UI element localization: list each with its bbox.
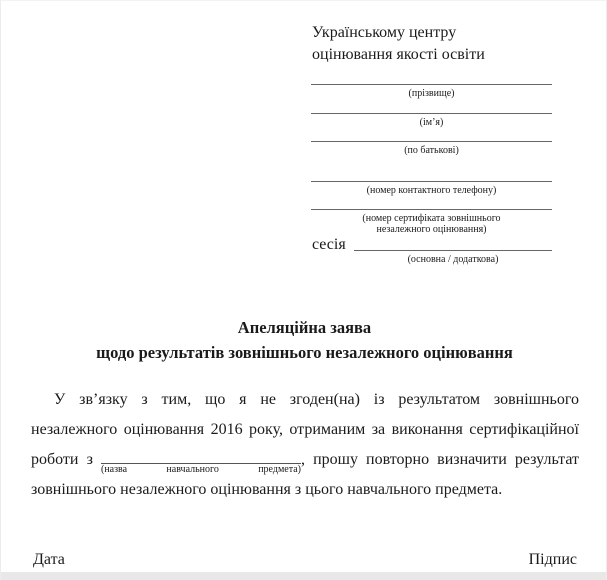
- page-bottom-edge: [1, 572, 606, 580]
- patronymic-blank-line: [311, 141, 552, 142]
- recipient-line-2: оцінювання якості освіти: [312, 46, 485, 63]
- first-name-blank-line: [311, 113, 552, 114]
- certificate-blank-line: [311, 209, 552, 210]
- footer-row: [33, 550, 577, 570]
- first-name-hint: (ім’я): [419, 117, 444, 128]
- phone-hint: (номер контактного телефону): [366, 185, 497, 196]
- subject-name-hint: (назва навчального предмета): [100, 464, 301, 475]
- surname-hint: (прізвище): [408, 88, 455, 99]
- document-title: [31, 315, 578, 365]
- session-hint: (основна / додаткова): [407, 254, 499, 265]
- session-blank-line: [354, 250, 552, 251]
- surname-blank-line: [311, 84, 552, 85]
- recipient-block: [312, 22, 553, 66]
- body-paragraph: [31, 385, 579, 505]
- recipient-line-1: Українському центру: [312, 24, 457, 41]
- signature-label: Підпис: [528, 551, 577, 568]
- body-line-3: [31, 445, 579, 475]
- patronymic-hint: (по батькові): [404, 145, 459, 156]
- body-line-1: У зв’язку з тим, що я не згоден(на) із результатом зовнішнього: [54, 391, 579, 408]
- body-line-3-after: , прошу повторно визначити результат: [300, 451, 580, 468]
- subject-name-blank-line: [100, 449, 301, 475]
- phone-blank-line: [311, 181, 552, 182]
- date-label: Дата: [33, 551, 65, 568]
- body-line-3-before: роботи з: [31, 451, 101, 468]
- certificate-hint: (номер сертифіката зовнішнього незалежного оцінювання): [362, 213, 501, 235]
- session-label: сесія: [312, 236, 346, 253]
- body-line-2: незалежного оцінювання 2016 року, отриманим за виконання сертифікаційної: [31, 421, 579, 438]
- body-line-4: зовнішнього незалежного оцінювання з цього навчального предмета.: [31, 481, 503, 498]
- document-title-line-1: Апеляційна заява: [237, 318, 372, 337]
- document-title-line-2: щодо результатів зовнішнього незалежного оцінювання: [96, 343, 513, 362]
